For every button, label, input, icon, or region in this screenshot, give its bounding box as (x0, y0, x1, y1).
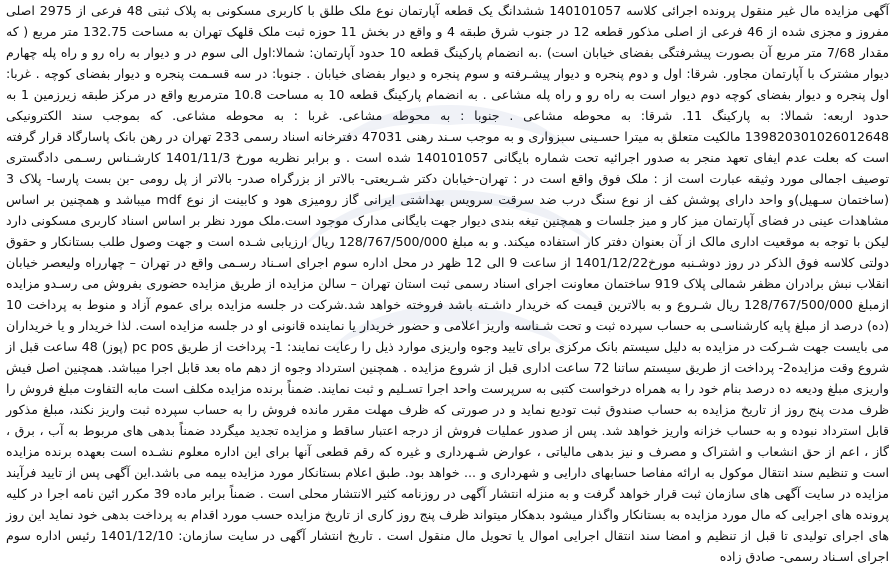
auction-notice-text: آگهی مزایده مال غیر منقول پرونده اجرائی کلاسه 140101057 ششدانگ یک قطعه آپارتمان نوع ملک طلق با کاربری مسکونی به پلاک ثبتی 48 فرعی از 2975 اصلی مفروز و مجزی شده از 46 فرعی از اصلی مذکور قطعه 12 در جنوب شرق طبقه 4 و واقع در بخش 11 حوزه ثبت ملک قلهک تهران به مساحت 132.75 متر مربع ( که مقدار 7/68 متر مربع آن بصورت پیشرفتگی بفضای خیابان است) .به انضمام پارکینگ قطعه 10 حدود آپارتمان: شمالا:اول الی سوم در و دیوار به راه رو و راه پله چهارم دیوار مشترک با آپارتمان مجاور. شرقا: اول و دوم پنجره و دیوار پیشـرفته و سوم پنجره و دیوار بفضای خیابان . جنوبا: در سه قسـمت پنجره و دیوار بفضای کوچه . غربا: اول پنجره و دیوار بفضای کوچه دوم دیوار است به راه رو و راه پله مشاعی . به انضمام پارکینگ قطعه 10 به مساحت 10.8 مترمربع واقع در مرکز طبقه زیرزمین 1 به حدود اربعه: شمالا: به پارکینگ 11. شرقا: به محوطه مشاعی . جنوبا : به محوطه مشاعی. غربا : به محوطه مشاعی. که بموجب سند الکترونیکی 139820301026012648 مالکیت متعلق به میترا حسـینی سبزواری و به موجب سـند رهنی 47031 دفترخانه اسناد رسمی 233 تهران در رهن بانک پاسارگاد قرار گرفته است که بعلت عدم ایفای تعهد منجر به صدور اجرائیه تحت شماره بایگانی 140101057 شده است . و برابر نظریه مورخ 1401/11/3 کارشـناس رسـمی دادگستری توصیف اجمالی مورد وثیقه عبارت است از : ملک فوق واقع است در : تهران-خیابان دکتر شـریعتی- بالاتر از بزرگراه صدر- بالاتر از پل رومی -بن بست پارسا- پلاک 3 (ساختمان سـهیل)و واحد دارای پوشش کف از نوع سنگ درب ضد سرقت سرویس بهداشتی ایرانی گاز رومیزی هود و کابینت از نوع mdf میباشد و همچنین بر اساس مشاهدات عینی در فضای آپارتمان میز کار و میز جلسات و همچنین تیغه بندی دیوار جهت بایگانی مدارک موجود است.ملک مورد نظر بر اساس اسناد کاربری مسکونی دارد لیکن با توجه به موقعیت اداری مالک از آن بعنوان دفتر کار استفاده میکند. و به مبلغ 128/767/500/000 ریال ارزیابی شـده است و جهت وصول طلب بستانکار و حقوق دولتی کلاسه فوق الذکر در روز دوشـنبه مورخ1401/12/22 از ساعت 9 الی 12 ظهر در محل اداره سوم اجرای اسـناد رسـمی واقع در تهران – چهارراه ولیعصر خیابان انقلاب نبش برادران مظفر شمالی پلاک 919 ساختمان معاونت اجرای اسناد رسمی ثبت استان تهران – سالن مزایده از طریق مزایده حضوری بفروش می رسـدو مزایده ازمبلغ 128/767/500/000 ریال شـروع و به بالاترین قیمت که خریدار داشـته باشد فروخته خواهد شد.شرکت در جلسه مزایده برای عموم آزاد و منوط به پرداخت 10 (ده) درصد از مبلغ پایه کارشناسـی به حساب سپرده ثبت و تحت شـناسه واریز اعلامی و حضور خریدار یا نماینده قانونی او در جلسه مزایده است. لذا خریدار و یا خریداران می بایست جهت شـرکت در مزایده به دلیل سیستم بانک مرکزی برای تایید وجوه واریزی موارد ذیل را رعایت نمایند: 1- پرداخت از طریق pc pos (پوز) 48 ساعت قبل از شروع وقت مزایده2- پرداخت از طریق سیستم ساتنا 72 ساعت اداری قبل از شروع مزایده . همچنین استرداد وجوه از دهم ماه بعد قابل اجرا میباشد. همچنین اصل فیش واریزی مبلغ ودیعه ده درصد بنام خود را به همراه درخواست کتبی به سرپرست واحد اجرا تسـلیم و ثبت نمایند. ضمناً برنده مزایده مکلف است مابه التفاوت مبلغ فروش را ظرف مدت پنج روز از تاریخ مزایده به حساب صندوق ثبت تودیع نماید و در صورتی که ظرف مهلت مقرر مانده فروش را به حساب سپرده ثبت واریز نکند، مبلغ مذکور قابل استرداد نبوده و به حساب خزانه واریز خواهد شد. پس از صدور عملیات فروش از درجه اعتبار ساقط و مزایده تجدید میگردد ضمناً بدهی های مربوط به آب ، برق ، گاز ، اعم از حق انشعاب و اشتراک و مصرف و نیز بدهی مالیاتی ، عوارض شـهرداری و غیره که رقم قطعی آنها برای این اداره معلوم نشـده است بعهده برنده مزایده است و تنظیم سند انتقال موکول به ارائه مفاصا حسابهای دارایی و شهرداری و ... خواهد بود. طبق اعلام بستانکار مورد مزایده بیمه می باشد.این آگهی پس از تایید فرآیند مزایده در سایت آگهی های سازمان ثبت قرار خواهد گرفت و به منزله انتشار آگهی در روزنامه کثیر الانتشار محلی است . ضمناً برابر ماده 39 مکرر ائین نامه اجرا در کلیه پرونده های اجرایی که مال مورد مزایده به بستانکار واگذار میشود بدهکار میتواند ظرف پنج روز کاری از تاریخ مزایده حسب مورد اقدام به پرداخت بدهی خود نماید این روز های اجرای تولیدی تا قبل از تنظیم و امضا سند انتقال اجرایی اموال یا تحویل مال منقول است . تاریخ انتشار آگهی در سایت سازمان: 1401/12/10 رئیس اداره سوم اجرای اسـناد رسمی- صادق زاده (6, 3, 890, 564)
